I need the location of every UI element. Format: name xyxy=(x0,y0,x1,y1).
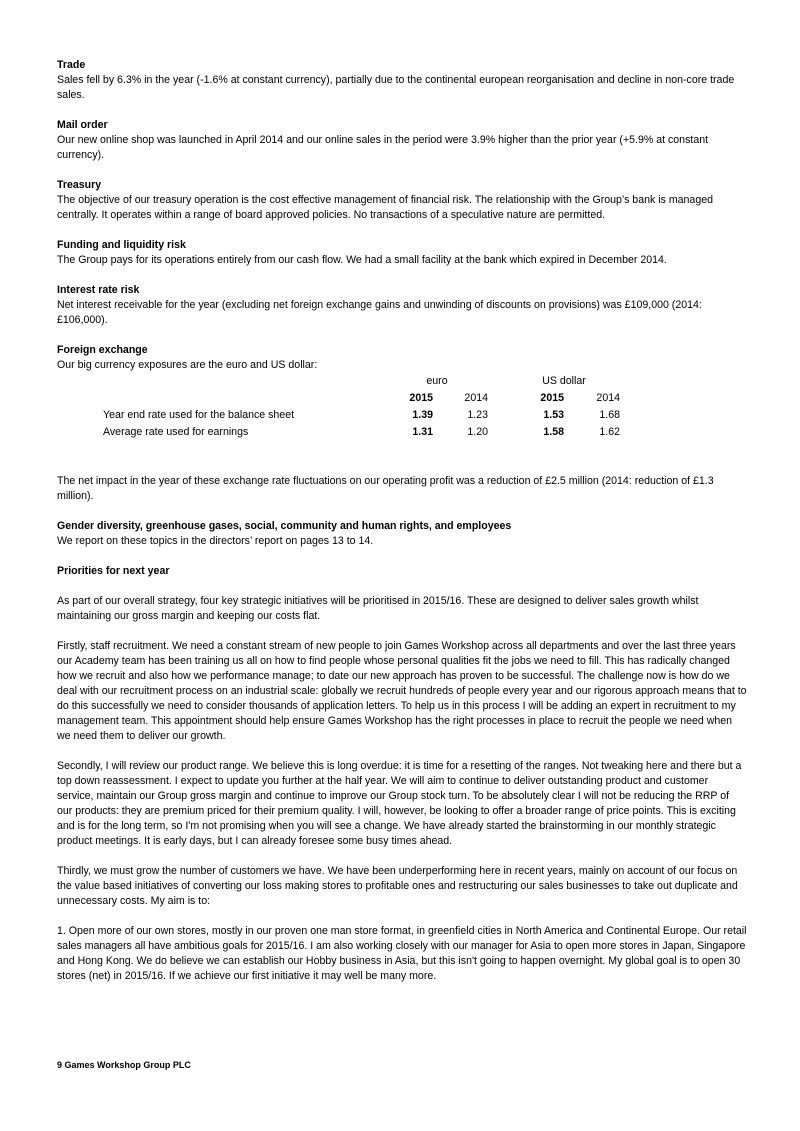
page-footer: 9 Games Workshop Group PLC xyxy=(57,1060,191,1070)
paragraph: Secondly, I will review our product range. We believe this is long overdue: it is time for a resetting of the ranges. Not tweaking here and there but a top down reassessment. I expect to update you further at the half year. We will aim to continue to deliver outstanding product and customer service, maintain our Group gross margin and continue to improve our Group stock turn. To be absolutely clear I will not be reducing the RRP of our products: they are premium priced for their premium quality. I will, however, be looking to offer a broader range of price points. This is exciting and is for the long term, so I'm not promising when you will see a change. We have already started the brainstorming in our monthly strategic product meetings. It is early days, but I can already foresee some busy times ahead. xyxy=(57,760,742,847)
paragraph: Firstly, staff recruitment. We need a constant stream of new people to join Games Workshop across all departments and over the last three years our Academy team has been training us all on how to find people whose personal qualities fit the jobs we need to fill. This has radically changed how we recruit and also how we performance manage; to date our new approach has proven to be successful. The challenge now is how do we deal with our recruitment process on an industrial scale: globally we recruit hundreds of people every year and our rigorous approach means that to do this successfully we need to consider thousands of application letters. To help us in this process I will be adding an expert in recruitment to my management team. This appointment should help ensure Games Workshop has the right processes in place to recruit the people we need when we need them to deliver our growth. xyxy=(57,640,747,742)
table-cell: 1.58 xyxy=(543,426,564,438)
table-cell: 1.68 xyxy=(599,409,620,421)
row-label: Average rate used for earnings xyxy=(103,426,249,438)
section-mail-order xyxy=(57,118,747,163)
paragraph: As part of our overall strategy, four key strategic initiatives will be prioritised in 2015/16. These are designed to deliver sales growth whilst maintaining our gross margin and keeping our costs flat. xyxy=(57,595,699,622)
section-heading: Treasury xyxy=(57,179,102,191)
year-header: 2014 xyxy=(596,392,620,404)
section-heading: Priorities for next year xyxy=(57,565,170,577)
section-trade xyxy=(57,58,747,103)
table-cell: 1.20 xyxy=(467,426,488,438)
section-body: Net interest receivable for the year (excluding net foreign exchange gains and unwinding of discounts on provisions) was £109,000 (2014: £106,000). xyxy=(57,299,702,326)
section-fx-impact xyxy=(57,474,747,504)
table-cell: 1.62 xyxy=(599,426,620,438)
group-header-usd: US dollar xyxy=(542,375,586,387)
table-cell: 1.39 xyxy=(412,409,433,421)
section-heading: Mail order xyxy=(57,119,108,131)
section-body: Sales fell by 6.3% in the year (-1.6% at constant currency), partially due to the continental european reorganisation and decline in non-core trade sales. xyxy=(57,74,735,101)
table-cell: 1.23 xyxy=(467,409,488,421)
section-heading: Trade xyxy=(57,59,86,71)
section-treasury xyxy=(57,178,747,223)
section-foreign-exchange xyxy=(57,343,747,441)
table-group-header xyxy=(103,373,620,390)
section-heading: Foreign exchange xyxy=(57,344,148,356)
table-cell: 1.31 xyxy=(412,426,433,438)
table-cell: 1.53 xyxy=(543,409,564,421)
document-page xyxy=(57,58,747,999)
section-intro: Our big currency exposures are the euro and US dollar: xyxy=(57,359,318,371)
section-heading: Interest rate risk xyxy=(57,284,140,296)
row-label: Year end rate used for the balance sheet xyxy=(103,409,295,421)
paragraph: Thirdly, we must grow the number of customers we have. We have been underperforming here in recent years, mainly on account of our focus on the value based initiatives of converting our loss making stores to profitable ones and restructuring our sales businesses to take out duplicate and unnecessary costs. My aim is to: xyxy=(57,865,738,907)
year-header: 2015 xyxy=(409,392,433,404)
section-body: The Group pays for its operations entirely from our cash flow. We had a small facility at the bank which expired in December 2014. xyxy=(57,254,667,266)
section-gender xyxy=(57,519,747,549)
group-header-euro: euro xyxy=(426,375,448,387)
section-body: The objective of our treasury operation is the cost effective management of financial risk. The relationship with the Group’s bank is managed centrally. It operates within a range of board approved policies. No transactions of a speculative nature are permitted. xyxy=(57,194,713,221)
exchange-rate-table xyxy=(103,373,620,441)
section-interest xyxy=(57,283,747,328)
table-year-header xyxy=(103,390,620,407)
section-heading: Gender diversity, greenhouse gases, social, community and human rights, and employees xyxy=(57,520,512,532)
table-row xyxy=(103,424,620,441)
year-header: 2015 xyxy=(540,392,564,404)
year-header: 2014 xyxy=(464,392,488,404)
table-row xyxy=(103,407,620,424)
section-priorities xyxy=(57,564,747,984)
paragraph: 1. Open more of our own stores, mostly in our proven one man store format, in greenfield cities in North America and Continental Europe. Our retail sales managers all have ambitious goals for 2015/16. I am also working closely with our manager for Asia to open more stores in Japan, Singapore and Hong Kong. We do believe we can establish our Hobby business in Asia, but this isn't going to happen overnight. My global goal is to open 30 stores (net) in 2015/16. If we achieve our first initiative it may well be many more. xyxy=(57,925,747,982)
section-body: Our new online shop was launched in April 2014 and our online sales in the period were 3.9% higher than the prior year (+5.9% at constant currency). xyxy=(57,134,709,161)
section-body: The net impact in the year of these exchange rate fluctuations on our operating profit was a reduction of £2.5 million (2014: reduction of £1.3 million). xyxy=(57,475,714,502)
section-heading: Funding and liquidity risk xyxy=(57,239,186,251)
section-body: We report on these topics in the directors’ report on pages 13 to 14. xyxy=(57,535,374,547)
section-funding xyxy=(57,238,747,268)
